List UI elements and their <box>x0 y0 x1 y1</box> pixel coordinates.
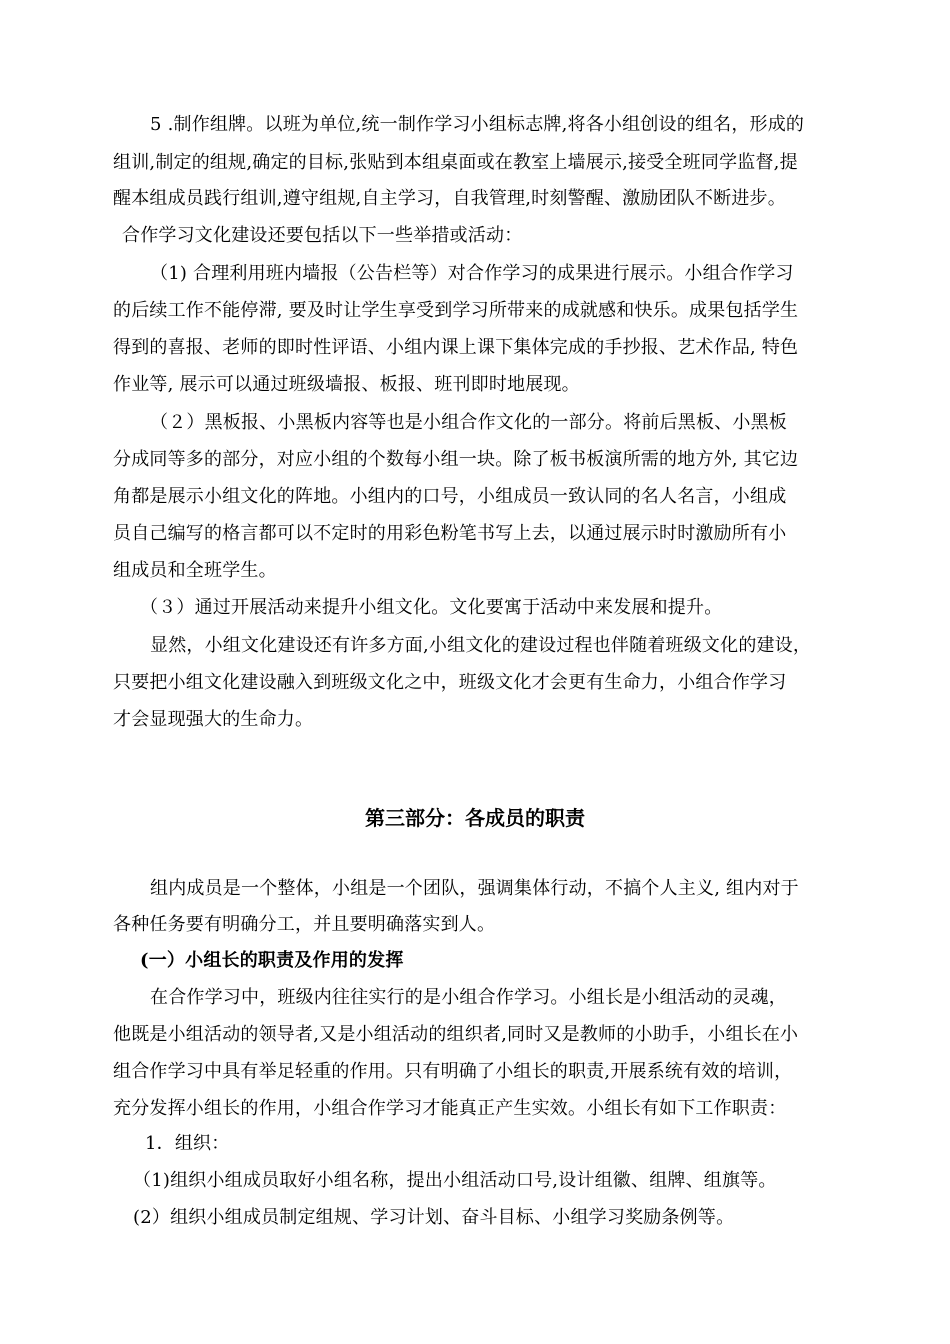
culture-conclusion-line-3: 才会显现强大的生命力。 <box>113 709 314 730</box>
part3-intro-line-2: 各种任务要有明确分工，并且要明确落实到人。 <box>113 914 496 935</box>
culture-item2-line-3: 角都是展示小组文化的阵地。小组内的口号，小组成员一致认同的名人名言，小组成 <box>113 486 787 507</box>
culture-item3: （３）通过开展活动来提升小组文化。文化要寓于活动中来发展和提升。 <box>140 597 723 618</box>
part3-title: 第三部分：各成员的职责 <box>365 806 585 830</box>
culture-item1-line-4: 作业等, 展示可以通过班级墙报、板报、班刊即时地展现。 <box>113 374 580 395</box>
part3-subheading: (一）小组长的职责及作用的发挥 <box>140 950 404 971</box>
section5-line-2: 组训,制定的组规,确定的目标,张贴到本组桌面或在教室上墙展示,接受全班同学监督,提 <box>113 152 798 173</box>
section5-line-3: 醒本组成员践行组训,遵守组规,自主学习，自我管理,时刻警醒、激励团队不断进步。 <box>113 188 786 209</box>
duty1-label: 1．组织： <box>145 1133 230 1154</box>
culture-conclusion-line-1: 显然，小组文化建设还有许多方面,小组文化的建设过程也伴随着班级文化的建设， <box>150 635 812 656</box>
culture-item2-line-2: 分成同等多的部分，对应小组的个数每小组一块。除了板书板演所需的地方外, 其它边 <box>113 449 799 470</box>
culture-item1-line-3: 得到的喜报、老师的即时性评语、小组内课上课下集体完成的手抄报、艺术作品, 特色 <box>113 337 799 358</box>
culture-item2-line-4: 员自己编写的格言都可以不定时的用彩色粉笔书写上去，以通过展示时时激励所有小 <box>113 523 787 544</box>
duty1-item-1: （1)组织小组成员取好小组名称，提出小组活动口号,设计组徽、组牌、组旗等。 <box>133 1170 777 1191</box>
part3-para-line-3: 组合作学习中具有举足轻重的作用。只有明确了小组长的职责,开展系统有效的培训， <box>113 1061 793 1082</box>
part3-para-line-1: 在合作学习中，班级内往往实行的是小组合作学习。小组长是小组活动的灵魂， <box>150 987 787 1008</box>
part3-intro-line-1: 组内成员是一个整体，小组是一个团队，强调集体行动，不搞个人主义, 组内对于 <box>150 878 799 899</box>
culture-item2-line-5: 组成员和全班学生。 <box>113 560 277 581</box>
duty1-item-2: (2）组织小组成员制定组规、学习计划、奋斗目标、小组学习奖励条例等。 <box>133 1207 735 1228</box>
culture-item1-line-2: 的后续工作不能停滞, 要及时让学生享受到学习所带来的成就感和快乐。成果包括学生 <box>113 300 799 321</box>
section5-line-1: 5 .制作组牌。以班为单位,统一制作学习小组标志牌,将各小组创设的组名，形成的 <box>150 114 805 135</box>
culture-intro: 合作学习文化建设还要包括以下一些举措或活动： <box>122 225 523 246</box>
part3-para-line-4: 充分发挥小组长的作用，小组合作学习才能真正产生实效。小组长有如下工作职责： <box>113 1098 787 1119</box>
culture-item2-line-1: （２）黑板报、小黑板内容等也是小组合作文化的一部分。将前后黑板、小黑板 <box>150 412 787 433</box>
culture-conclusion-line-2: 只要把小组文化建设融入到班级文化之中，班级文化才会更有生命力，小组合作学习 <box>113 672 787 693</box>
culture-item1-line-1: （1) 合理利用班内墙报（公告栏等）对合作学习的成果进行展示。小组合作学习 <box>150 263 794 284</box>
part3-para-line-2: 他既是小组活动的领导者,又是小组活动的组织者,同时又是教师的小助手，小组长在小 <box>113 1024 799 1045</box>
